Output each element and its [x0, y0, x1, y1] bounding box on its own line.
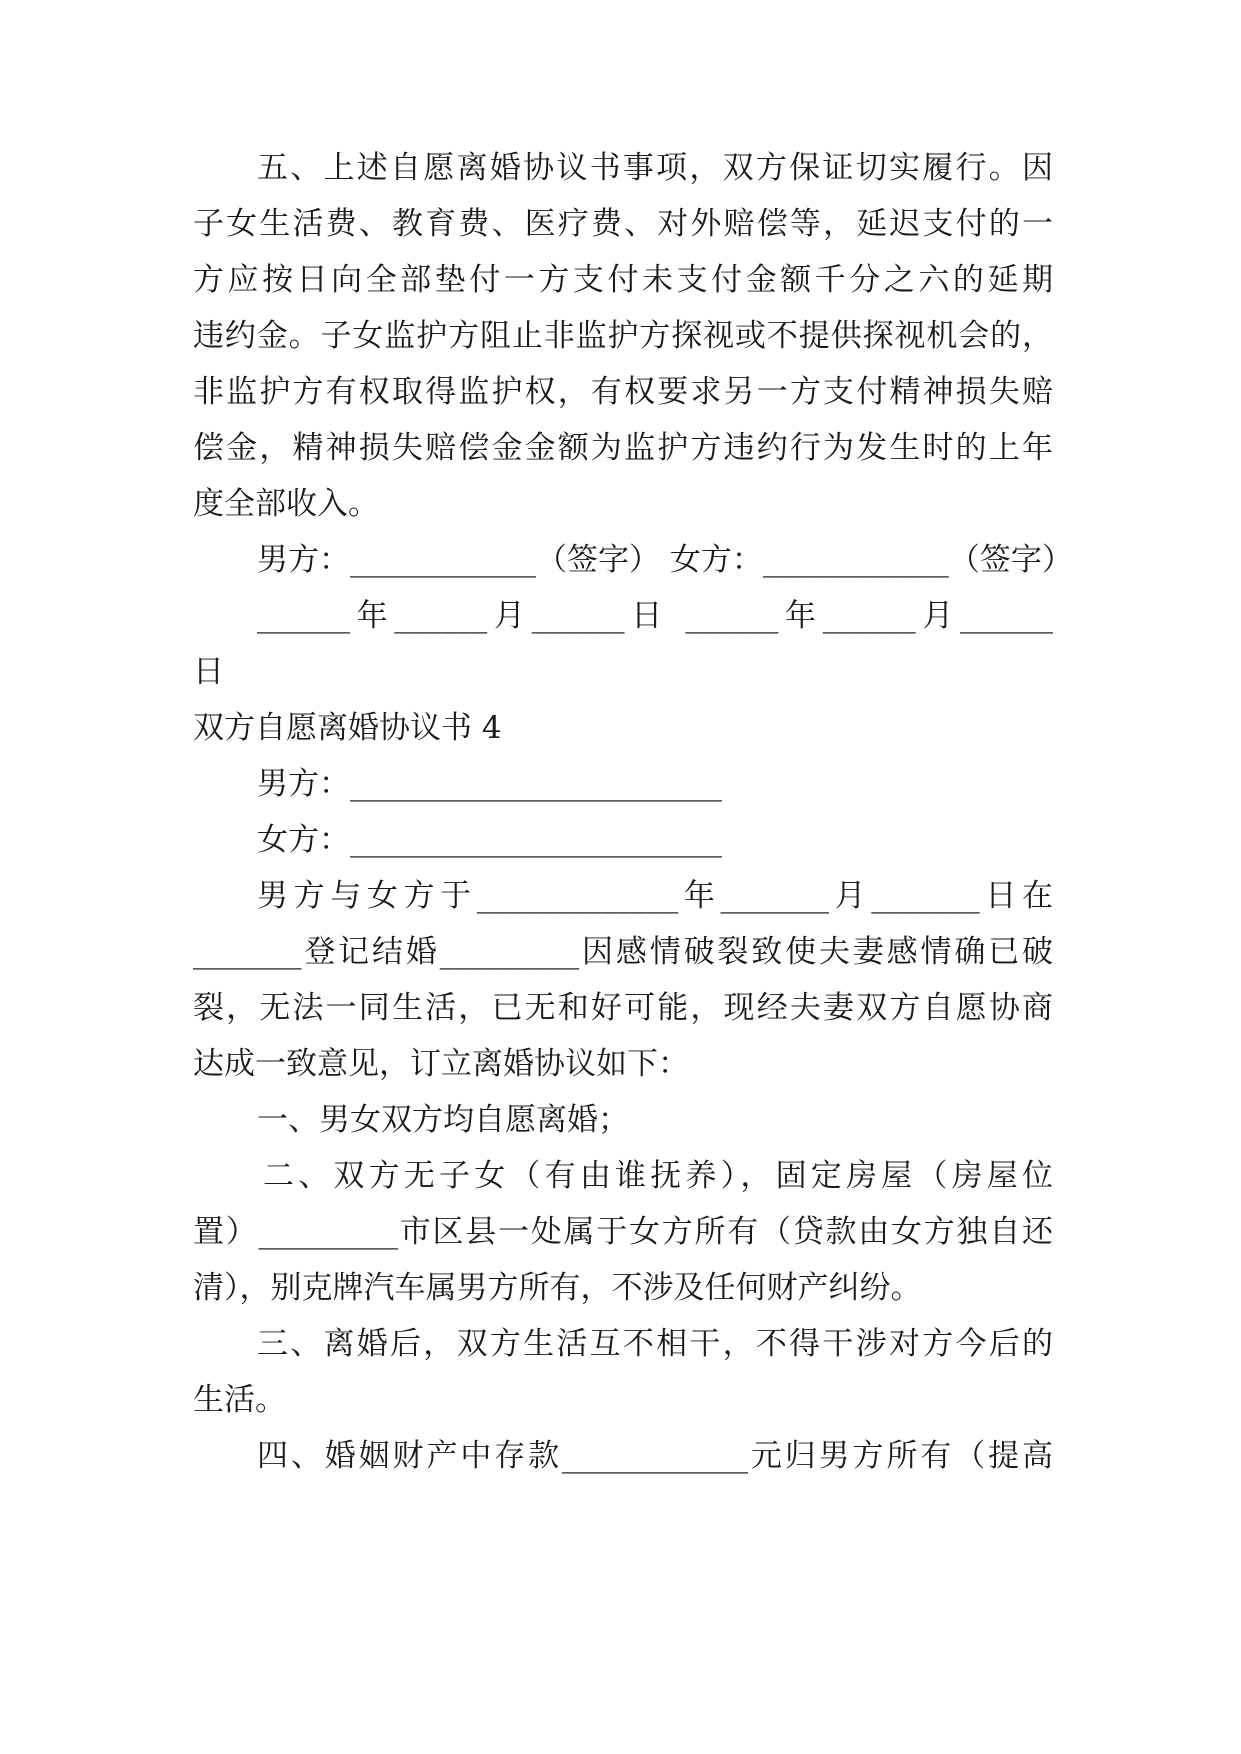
paragraph-line: 非监护方有权取得监护权，有权要求另一方支付精神损失赔	[193, 374, 1053, 410]
paragraph-line: 五、上述自愿离婚协议书事项，双方保证切实履行。因	[257, 150, 1053, 186]
paragraph-line: 裂，无法一同生活，已无和好可能，现经夫妻双方自愿协商	[193, 990, 1053, 1026]
party-male-field: 男方：________________________	[257, 766, 722, 802]
paragraph-line: 子女生活费、教育费、医疗费、对外赔偿等，延迟支付的一	[193, 206, 1053, 242]
paragraph-line: 违约金。子女监护方阻止非监护方探视或不提供探视机会的，	[193, 318, 1053, 354]
paragraph-line: 男方与女方于_____________年_______月_______日在	[257, 878, 1053, 914]
paragraph-line: 偿金，精神损失赔偿金金额为监护方违约行为发生时的上年	[193, 430, 1053, 466]
clause-line: 置）_________市区县一处属于女方所有（贷款由女方独自还	[193, 1214, 1053, 1250]
paragraph-line: _______登记结婚_________因感情破裂致使夫妻感情确已破	[193, 934, 1053, 970]
clause-line: 清），别克牌汽车属男方所有，不涉及任何财产纠纷。	[193, 1270, 922, 1306]
clause-line: 一、男女双方均自愿离婚；	[257, 1102, 629, 1138]
paragraph-line: 达成一致意见，订立离婚协议如下：	[193, 1046, 689, 1082]
signature-line: 男方：____________（签字） 女方：____________（签字）	[257, 542, 1073, 578]
date-line: 日	[193, 654, 224, 690]
paragraph-line: 方应按日向全部垫付一方支付未支付金额千分之六的延期	[193, 262, 1053, 298]
clause-line: 生活。	[193, 1382, 286, 1418]
section-title: 双方自愿离婚协议书 4	[193, 710, 502, 746]
clause-line: 二、双方无子女（有由谁抚养），固定房屋（房屋位	[263, 1158, 1053, 1194]
clause-line: 四、婚姻财产中存款____________元归男方所有（提高	[257, 1438, 1053, 1474]
clause-line: 三、离婚后，双方生活互不相干，不得干涉对方今后的	[257, 1326, 1053, 1362]
paragraph-line: 度全部收入。	[193, 486, 379, 522]
date-line: ______年______月______日 ______年______月______	[257, 598, 1053, 634]
party-female-field: 女方：________________________	[257, 822, 722, 858]
